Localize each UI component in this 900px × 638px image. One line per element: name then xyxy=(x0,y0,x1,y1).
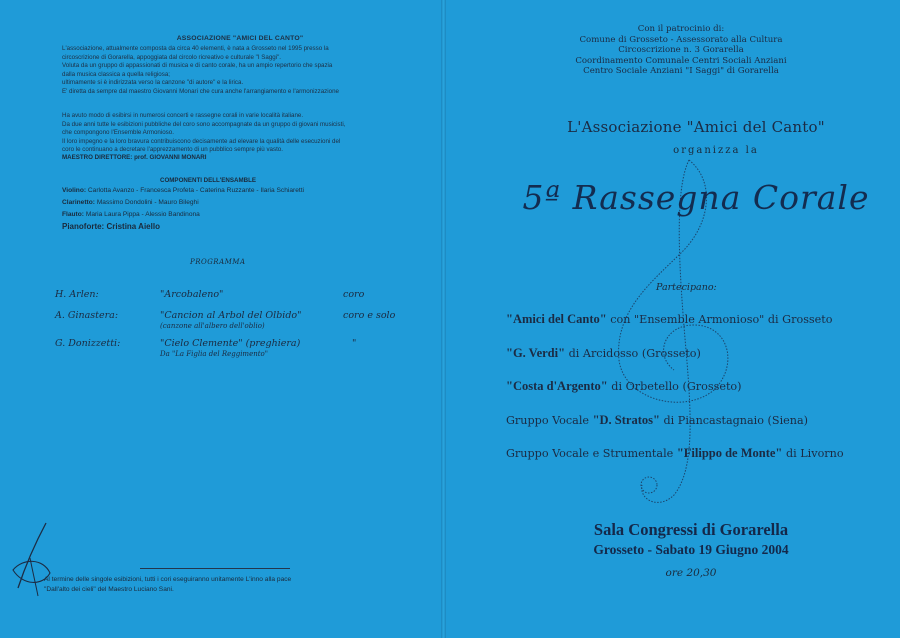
program-composer: H. Arlen: xyxy=(55,289,99,300)
director-line: MAESTRO DIRETTORE: prof. GIOVANNI MONARI xyxy=(62,154,207,161)
description-line: Voluta da un gruppo di appassionati di musica e di canto corale, ha un ampio repertorio che spazia xyxy=(62,62,333,70)
choir-details: di Piancastagnaio (Siena) xyxy=(659,414,809,427)
program-type: coro xyxy=(343,289,365,300)
program-composer: G. Donizzetti: xyxy=(55,338,121,349)
closing-note-line: "Dall'alto dei cieli" del Maestro Luciano Sani. xyxy=(44,585,174,593)
choir-item xyxy=(506,379,742,394)
choir-prefix: Gruppo Vocale xyxy=(506,414,593,427)
organizes-text: organizza la xyxy=(673,145,759,156)
patronage-line: Comune di Grosseto - Assessorato alla Cultura xyxy=(579,34,783,45)
program-type: " xyxy=(352,338,357,349)
participants-heading: Partecipano: xyxy=(656,282,717,293)
association-heading: ASSOCIAZIONE "AMICI DEL CANTO" xyxy=(176,35,304,42)
program-subtitle: Da "La Figlia del Reggimento" xyxy=(160,350,268,358)
ensemble-names: Cristina Aiello xyxy=(106,222,160,231)
ensemble-role: Flauto: xyxy=(62,211,84,218)
association-description xyxy=(62,45,394,97)
ensemble-role: Violino: xyxy=(62,187,87,194)
choir-name: "Filippo de Monte" xyxy=(676,446,783,460)
patronage-line: Coordinamento Comunale Centri Sociali Anziani xyxy=(575,55,787,66)
choir-name: "G. Verdi" xyxy=(506,346,566,360)
activities-line: Il loro impegno e la loro bravura contribuiscono decisamente ad elevare la qualità delle esecuzioni del xyxy=(62,137,341,145)
choir-name: "Amici del Canto" xyxy=(506,312,607,326)
description-line: circoscrizione di Gorarella, appoggiata dal circolo ricreativo e culturale "I Saggi". xyxy=(62,53,281,61)
organizer-title: L'Associazione "Amici del Canto" xyxy=(567,118,825,136)
program-title: "Cancion al Arbol del Olbido" xyxy=(160,310,302,321)
event-date: Grosseto - Sabato 19 Giugno 2004 xyxy=(593,542,789,557)
event-title: 5ª Rassegna Corale xyxy=(522,178,870,217)
ensemble-role: Clarinetto: xyxy=(62,199,95,206)
description-line: ultimamente si è indirizzata verso la canzone "di autore" e la lirica. xyxy=(62,79,244,87)
choir-details: di Orbetello (Grosseto) xyxy=(607,380,742,393)
ensemble-role: Pianoforte: xyxy=(62,222,105,231)
signature-line xyxy=(140,568,290,569)
closing-note xyxy=(44,575,291,594)
choir-details: di Arcidosso (Grosseto) xyxy=(565,347,701,360)
ensemble-names: Maria Laura Pippa - Alessio Bandinona xyxy=(85,211,200,218)
patronage-line: Centro Sociale Anziani "I Saggi" di Gorarella xyxy=(583,66,779,77)
ensemble-row xyxy=(62,210,200,219)
association-activities xyxy=(62,112,394,155)
description-line: E' diretta da sempre dal maestro Giovanni Monari che cura anche l'arrangiamento e l'armonizzazione xyxy=(62,87,339,95)
ensemble-row xyxy=(62,222,160,231)
program-heading: PROGRAMMA xyxy=(190,258,246,266)
program-type: coro e solo xyxy=(343,310,396,321)
description-line: L'associazione, attualmente composta da circa 40 elementi, è nata a Grosseto nel 1995 presso la xyxy=(62,45,329,52)
choir-item xyxy=(506,346,701,361)
choir-name: "D. Stratos" xyxy=(592,413,660,427)
choir-item xyxy=(506,446,844,461)
activities-line: che compongono l'Ensemble Armonioso. xyxy=(62,129,174,137)
patronage-line: Con il patrocinio di: xyxy=(637,24,725,34)
activities-line: Da due anni tutte le esibizioni pubbliche del coro sono accompagnate da un gruppo di giovani musicisti, xyxy=(62,120,346,128)
left-panel xyxy=(0,0,441,638)
right-panel xyxy=(446,0,900,638)
program-subtitle: (canzone all'albero dell'oblio) xyxy=(160,322,265,330)
event-time: ore 20,30 xyxy=(665,567,717,579)
ensemble-row xyxy=(62,198,199,207)
choir-details: con "Ensemble Armonioso" di Grosseto xyxy=(606,313,833,326)
program-title: "Arcobaleno" xyxy=(160,289,224,300)
ensemble-names: Massimo Dondolini - Mauro Bileghi xyxy=(96,199,199,206)
description-line: dalla musica classica a quella religiosa; xyxy=(62,70,170,78)
ensemble-row xyxy=(62,186,304,195)
choir-prefix: Gruppo Vocale e Strumentale xyxy=(506,447,677,460)
activities-line: coro le continuano a decretare l'apprezzamento di un pubblico sempre più vasto. xyxy=(62,146,283,154)
choir-item xyxy=(506,312,833,327)
choir-item xyxy=(506,413,808,428)
program-composer: A. Ginastera: xyxy=(55,310,119,321)
choir-name: "Costa d'Argento" xyxy=(506,379,608,393)
ensemble-names: Carlotta Avanzo - Francesca Profeta - Caterina Ruzzante - Ilaria Schiaretti xyxy=(87,187,305,194)
patronage-block xyxy=(566,24,796,77)
venue-name: Sala Congressi di Gorarella xyxy=(593,520,789,539)
ensemble-heading: COMPONENTI DELL'ENSAMBLE xyxy=(160,177,257,184)
choir-details: di Livorno xyxy=(782,447,844,460)
patronage-line: Circoscrizione n. 3 Gorarella xyxy=(618,45,744,56)
closing-note-line: Al termine delle singole esibizioni, tutti i cori eseguiranno unitamente L'inno alla pace xyxy=(44,576,292,583)
activities-line: Ha avuto modo di esibirsi in numerosi concerti e rassegne corali in varie località italiane. xyxy=(62,112,304,119)
program-title: "Cielo Clemente" (preghiera) xyxy=(160,338,301,349)
